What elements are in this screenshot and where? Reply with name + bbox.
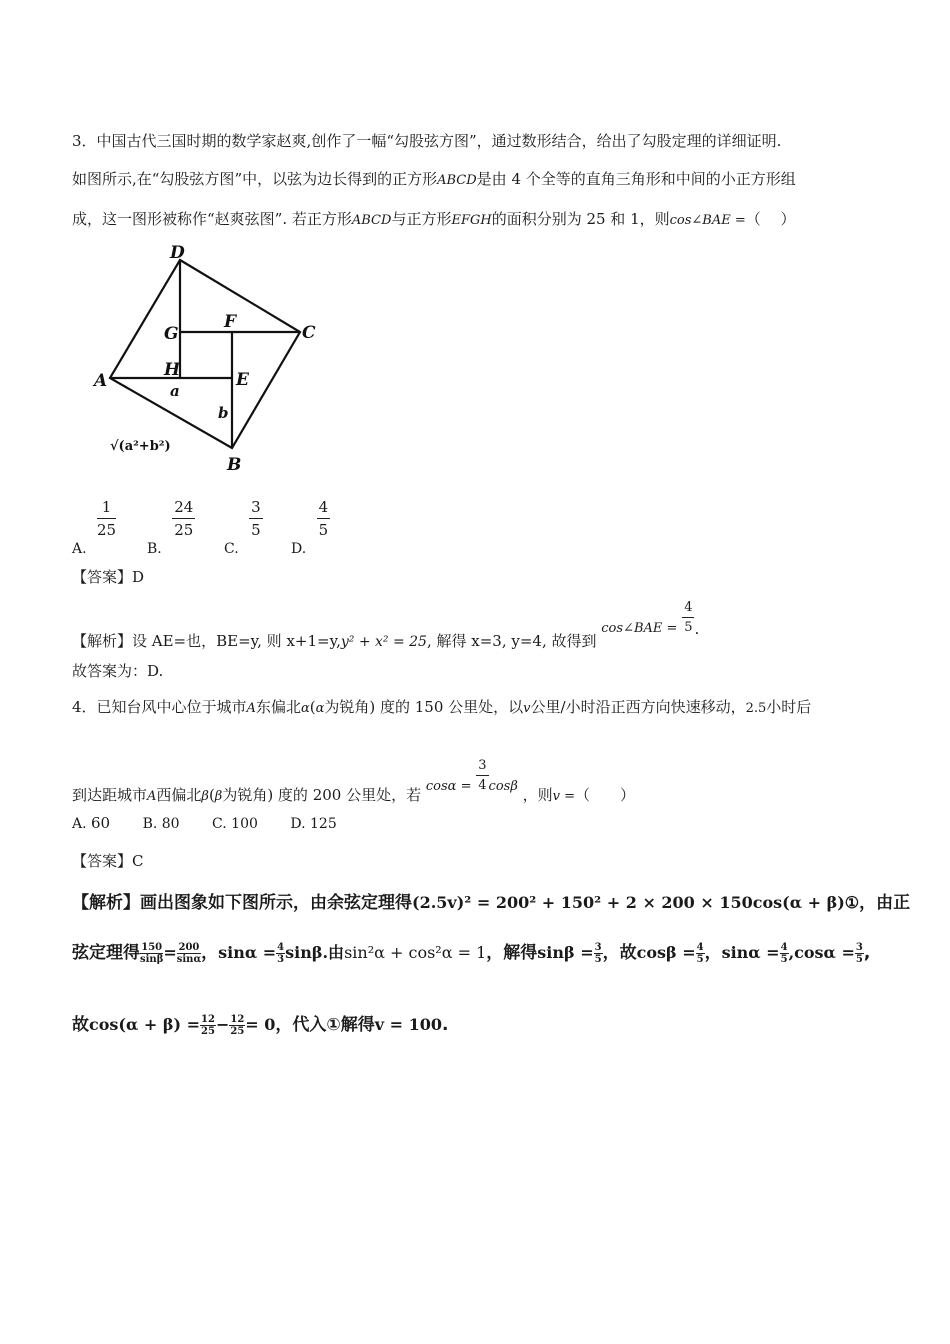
denominator: sinβ — [140, 953, 164, 965]
math-cos-beta: cosβ — [488, 778, 518, 794]
math-cosine-law: (2.5v)² = 200² + 150² + 2 × 200 × 150cos(α + β)① — [412, 893, 860, 912]
q3-option-a[interactable] — [72, 498, 117, 557]
option-letter: A. — [72, 540, 87, 557]
q4-text: 西偏北 — [156, 785, 202, 804]
q3-option-d[interactable] — [291, 498, 330, 557]
denominator: 5 — [855, 953, 863, 965]
math-cos-beta: cosβ = — [636, 943, 696, 962]
math-equation: y² + x² = 25 — [340, 633, 427, 650]
q3-text: 的面积分别为 25 和 1，则 — [491, 210, 670, 228]
numerator: 3 — [855, 941, 863, 953]
option-fraction — [172, 498, 195, 539]
math-abcd: ABCD — [437, 173, 477, 188]
analysis-text: . — [442, 1015, 449, 1035]
math-fraction — [855, 942, 864, 965]
numerator: 150 — [141, 941, 163, 953]
math-v-result: v = 100 — [374, 1015, 443, 1034]
math-v: v — [523, 701, 531, 716]
numerator: 4 — [682, 600, 694, 618]
q4-line-2-prefix — [72, 786, 421, 804]
q4-text: 东偏北 — [255, 698, 301, 716]
q3-option-b[interactable] — [147, 498, 195, 557]
denominator: 5 — [251, 521, 261, 539]
label-c: C — [302, 323, 316, 343]
q4-text: 为锐角) 度的 150 公里处，以 — [324, 698, 524, 716]
math-fraction — [229, 1014, 245, 1037]
option-letter: C. — [212, 816, 227, 832]
q4-line-2 — [72, 758, 636, 804]
option-letter: D. — [290, 816, 306, 832]
option-value: 125 — [310, 816, 337, 832]
option-fraction — [249, 498, 263, 539]
label-a-small: a — [170, 382, 180, 400]
numerator: 24 — [172, 498, 195, 519]
math-equals-zero: = 0 — [245, 1015, 276, 1034]
label-a: A — [94, 371, 108, 391]
analysis-text: ，解得 — [486, 943, 538, 963]
math-fraction — [177, 942, 201, 965]
label-d: D — [170, 243, 185, 263]
numerator: 12 — [201, 1013, 215, 1025]
option-value: 100 — [231, 816, 258, 832]
denominator: 5 — [684, 620, 693, 635]
q4-text: 公里/小时沿正西方向快速移动， — [530, 698, 746, 716]
analysis-text: 【解析】画出图象如下图所示，由余弦定理得 — [72, 893, 412, 913]
option-letter: D. — [291, 540, 307, 557]
denominator: 3 — [277, 953, 285, 965]
math-equals: = — [163, 943, 177, 962]
math-cos-sum: cos(α + β) = — [89, 1015, 201, 1034]
analysis-text: , 解得 x=3, y=4, 故得到 — [426, 631, 597, 650]
q4-analysis-line-2 — [72, 938, 870, 965]
q4-text: ( — [208, 785, 215, 804]
label-hypotenuse: √(a²+b²) — [110, 439, 171, 454]
denominator: 25 — [174, 521, 194, 539]
q4-text: ( — [309, 698, 316, 716]
math-sin-alpha: sinα = — [218, 943, 277, 962]
q4-line-1 — [72, 696, 811, 717]
numerator: 3 — [249, 498, 263, 519]
denominator: 25 — [97, 521, 117, 539]
q4-analysis-line-1 — [72, 888, 910, 913]
math-alpha: α — [315, 701, 325, 716]
q4-analysis-line-3 — [72, 1010, 449, 1037]
numerator: 4 — [277, 941, 285, 953]
numerator: 12 — [230, 1013, 245, 1025]
option-letter: C. — [224, 540, 239, 557]
q4-line-2-suffix — [523, 786, 635, 804]
q4-options — [72, 814, 337, 832]
option-letter: B. — [142, 816, 158, 832]
math-fraction — [200, 1014, 216, 1037]
math-sin-beta: sinβ.由 — [285, 943, 345, 962]
math-fraction — [276, 942, 285, 965]
math-v: v = — [552, 788, 576, 804]
option-letter: B. — [147, 540, 162, 557]
label-b: B — [227, 455, 242, 475]
option-fraction — [317, 498, 331, 539]
analysis-text: ， — [704, 943, 722, 963]
denominator: 5 — [696, 953, 704, 965]
analysis-text: , — [863, 943, 871, 963]
analysis-text: ，故 — [602, 943, 637, 963]
option-letter: A. — [72, 816, 87, 832]
math-fraction — [476, 758, 488, 793]
q3-answer: 【答案】D — [72, 568, 145, 586]
q4-text: 4．已知台风中心位于城市 — [72, 698, 247, 716]
q3-line-2 — [72, 168, 796, 189]
q3-analysis: 【解析】设 AE=也，BE=y, 则 x+1=y,y² + x² = 25, 解得 x=3, y=4, 故得到 cos∠BAE = $\frac{4}{5}$ . — [72, 600, 700, 650]
q3-text: 成，这一图形被称作“赵爽弦图”. 若正方形 — [72, 210, 352, 228]
math-a: A — [246, 701, 256, 716]
analysis-text: ， — [201, 943, 219, 963]
numerator: 1 — [97, 498, 116, 519]
denominator: 25 — [230, 1025, 245, 1037]
denominator: 5 — [594, 953, 602, 965]
label-g: G — [164, 324, 179, 344]
q3-text: 如图所示,在“勾股弦方图”中，以弦为边长得到的正方形 — [72, 170, 438, 188]
numerator: 4 — [780, 941, 788, 953]
math-identity: sin²α + cos²α = 1 — [344, 943, 487, 962]
math-alpha: α — [300, 701, 310, 716]
analysis-text: ，代入①解得 — [275, 1015, 375, 1035]
q4-option-c[interactable] — [212, 816, 258, 832]
q3-text: 是由 4 个全等的直角三角形和中间的小正方形组 — [476, 170, 796, 188]
analysis-text: 【解析】设 AE=也，BE=y, 则 x+1=y, — [72, 631, 341, 650]
math-cos-bae: cos∠BAE = — [601, 620, 678, 636]
math-sin-alpha: sinα = — [721, 943, 780, 962]
math-beta: β — [201, 788, 209, 804]
q4-text: 到达距城市 — [72, 785, 148, 804]
zhao-shuang-figure — [90, 240, 330, 480]
q3-stem-text: 3．中国古代三国时期的数学家赵爽,创作了一幅“勾股弦方图”，通过数形结合，给出了勾股定理的详细证明. — [72, 132, 782, 150]
q4-option-b[interactable] — [143, 816, 180, 832]
math-beta: β — [214, 788, 223, 804]
q4-option-a[interactable] — [72, 816, 110, 832]
answer-blank: （ ） — [745, 210, 796, 228]
label-f: F — [224, 312, 237, 332]
math-fraction — [682, 600, 694, 635]
analysis-text: ，由正 — [859, 893, 911, 913]
option-fraction — [97, 498, 116, 539]
q3-line-3 — [72, 208, 796, 229]
q3-option-c[interactable] — [224, 498, 263, 557]
math-a: A — [147, 788, 157, 804]
denominator: 5 — [318, 521, 329, 539]
q3-line-1 — [72, 130, 781, 151]
q4-option-d[interactable] — [290, 816, 336, 832]
numerator: 200 — [178, 941, 200, 953]
label-e: E — [236, 370, 249, 390]
math-fraction — [780, 942, 789, 965]
q4-text: 小时后 — [766, 698, 812, 716]
answer-blank: （ ） — [575, 785, 636, 804]
math-cos-alpha: cosα = — [425, 778, 472, 794]
analysis-text: 故 — [72, 1015, 89, 1035]
numerator: 4 — [696, 941, 704, 953]
math-abcd: ABCD — [351, 213, 392, 228]
denominator: 25 — [201, 1025, 215, 1037]
math-cos-bae: cos∠BAE = — [669, 213, 746, 228]
label-h: H — [164, 360, 181, 380]
math-efgh: EFGH — [451, 213, 492, 228]
q3-conclusion: 故答案为：D. — [72, 662, 164, 680]
math-fraction — [696, 942, 705, 965]
analysis-text: 弦定理得 — [72, 943, 140, 963]
math-minus: − — [215, 1015, 230, 1034]
math-time: 2.5 — [745, 701, 767, 716]
math-fraction — [594, 942, 603, 965]
square-abcd — [110, 260, 300, 448]
denominator: sinα — [176, 953, 202, 965]
q4-text: ，则 — [522, 785, 553, 804]
math-cos-alpha: ,cosα = — [788, 943, 855, 962]
q4-answer: 【答案】C — [72, 852, 144, 870]
numerator: 3 — [476, 758, 488, 776]
denominator: 5 — [780, 953, 788, 965]
math-fraction — [140, 942, 163, 965]
numerator: 4 — [317, 498, 331, 519]
q4-text: 为锐角) 度的 200 公里处，若 — [222, 785, 422, 804]
q3-text: 与正方形 — [391, 210, 452, 228]
numerator: 3 — [594, 941, 602, 953]
denominator: 4 — [478, 778, 487, 793]
label-b-small: b — [218, 404, 229, 422]
option-value: 80 — [161, 816, 180, 832]
option-value: 60 — [91, 814, 111, 832]
math-sin-beta: sinβ = — [537, 943, 594, 962]
